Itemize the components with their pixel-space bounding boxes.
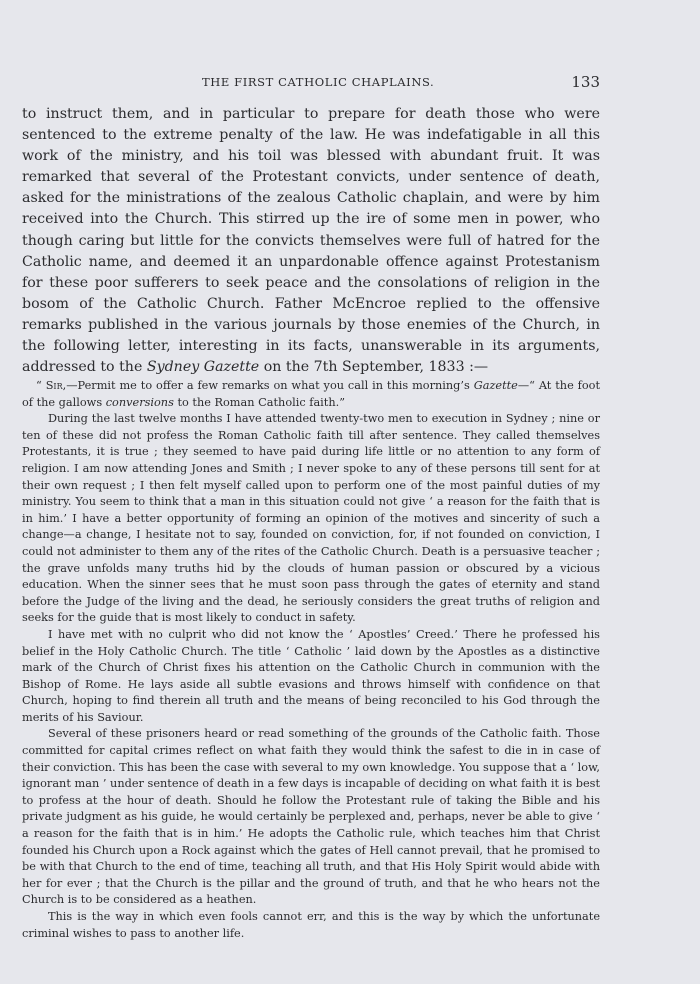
letter-paragraph: I have met with no culprit who did not know the ‘ Apostles’ Creed.’ There he professed his belief in the Holy Catholic Church. The title ‘ Catholic ’ laid down by the Apostles as a distinctive mark of the Church of Christ fixes his attention on the Catholic Church in communion with the Bishop of Rome. He lays aside all subtle evasions and throws himself with confidence on that Church, hoping to find therein all truth and the means of being reconciled to his God through the merits of his Saviour. <box>22 627 600 724</box>
letter-paragraph: During the last twelve months I have attended twenty-two men to execution in Sydney ; nine or ten of these did not profess the Roman Catholic faith till after sentence. They called themselves Protestants, it is true ; they seemed to have paid during life little or no attention to any form of religion. I am now attending Jones and Smith ; I never spoke to any of these persons till sent for at their own request ; I then felt myself called upon to perform one of the most painful duties of my ministry. You seem to think that a man in this situation could not give ‘ a reason for the faith that is in him.’ I have a better opportunity of forming an opinion of the motives and sincerity of such a change—a change, I hesitate not to say, founded on conviction, for, if not founded on conviction, I could not administer to them any of the rites of the Catholic Church. Death is a persuasive teacher ; the grave unfolds many truths hid by the clouds of human passion or obscured by a vicious education. When the sinner sees that he must soon pass through the gates of eternity and stand before the Judge of the living and the dead, he seriously considers the great truths of religion and seeks for the guide that is most likely to conduct in safety. <box>22 412 600 625</box>
letter-salutation: Sir <box>45 379 63 392</box>
letter-text-part: to the Roman Catholic faith.” <box>173 395 345 409</box>
letter-text-part: “ <box>36 379 46 392</box>
letter-text-part: ,—Permit me to offer a few remarks on what you call in this morning’s <box>62 379 474 392</box>
running-title: THE FIRST CATHOLIC CHAPLAINS. <box>202 75 435 89</box>
body-paragraph <box>22 104 600 378</box>
page-header <box>22 73 600 93</box>
emphasized-word: conversions <box>105 395 174 409</box>
letter-paragraph: This is the way in which even fools cannot err, and this is the way by which the unfortunate criminal wishes to pass to another life. <box>22 910 600 940</box>
letter-paragraph: Several of these prisoners heard or read something of the grounds of the Catholic faith. Those committed for capital crimes reflect on what faith they would think the safest to die in in case of their conviction. This has been the case with several to my own knowledge. You suppose that a ‘ low, ignorant man ’ under sentence of death in a few days is incapable of deciding on what faith it is best to profess at the hour of death. Should he follow the Protestant rule of taking the Bible and his private judgment as his guide, he would certainly be perplexed and, perhaps, never be able to give ‘ a reason for the faith that is in him.’ He adopts the Catholic rule, which teaches him that Christ founded his Church upon a Rock against which the gates of Hell cannot prevail, that he promised to be with that Church to the end of time, teaching all truth, and that His Holy Spirit would abide with her for ever ; that the Church is the pillar and the ground of truth, and that he who hears not the Church is to be considered as a heathen. <box>22 727 600 907</box>
newspaper-title: Sydney Gazette <box>146 359 260 376</box>
letter-text-part: —“ At the foot of the gallows <box>22 379 600 409</box>
quoted-letter <box>22 378 600 942</box>
letter-paragraph <box>22 378 600 411</box>
newspaper-title: Gazette <box>473 379 518 392</box>
body-text-part: on the 7th September, 1833 :— <box>259 359 489 376</box>
body-text-part: to instruct them, and in particular to prepare for death those who were sentenced to the extreme penalty of the law. He was indefatigable in all this work of the ministry, and his toil was blessed with abundant fruit. It was remarked that several of the Protestant convicts, under sentence of death, asked for the ministrations of the zealous Catholic chaplain, and were by him received into the Church. This stirred up the ire of some men in power, who though caring but little for the convicts themselves were full of hatred for the Catholic name, and deemed it an unpardonable offence against Protestanism for these poor sufferers to seek peace and the consolations of religion in the bosom of the Catholic Church. Father McEncroe replied to the offensive remarks published in the various journals by those enemies of the Church, in the following letter, interesting in its facts, unanswerable in its arguments, addressed to the <box>22 106 600 376</box>
main-text <box>22 104 600 378</box>
page-number: 133 <box>571 73 600 91</box>
